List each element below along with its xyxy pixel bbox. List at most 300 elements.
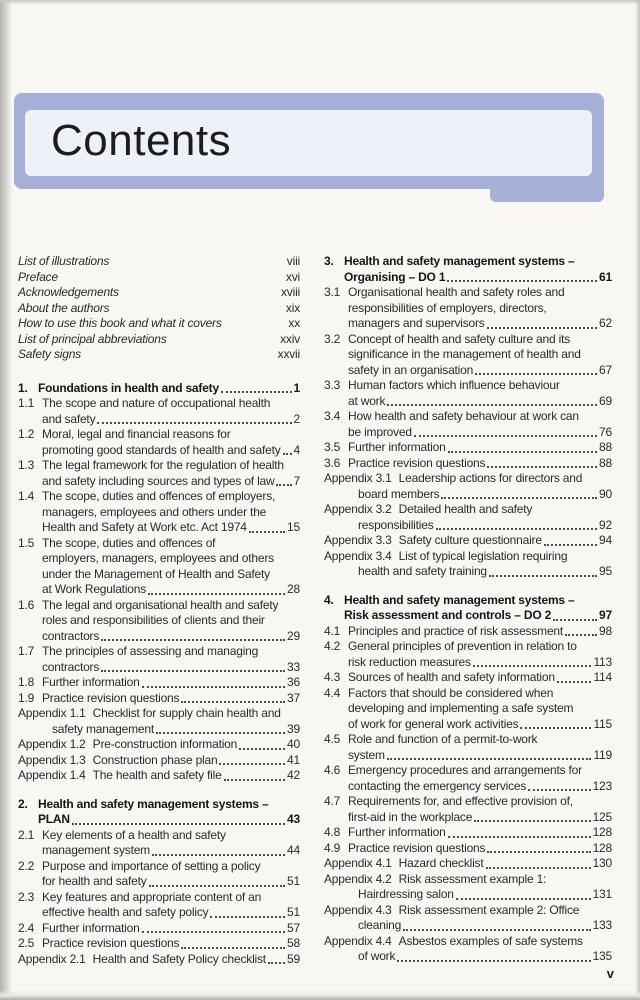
toc-entry: [324, 285, 612, 332]
toc-column-right: [324, 254, 612, 967]
dot-leader: [557, 681, 592, 683]
entry-line: The legal framework for the regulation of health: [42, 458, 284, 472]
entry-number: 4.1: [324, 623, 341, 638]
entry-line: The legal and organisational health and safety: [42, 597, 279, 612]
page-ref: 39: [287, 721, 300, 736]
toc-section: [324, 593, 612, 965]
dot-leader: [565, 634, 597, 636]
entry-body: [42, 936, 300, 952]
page-ref: 33: [287, 659, 300, 674]
appendix-label: Appendix 4.4: [324, 933, 392, 948]
page-ref: 36: [287, 675, 300, 689]
page-ref: 1: [293, 380, 300, 395]
page-ref: 69: [599, 393, 612, 408]
entry-line: significance in the management of health and: [348, 347, 581, 361]
entry-number: 4.9: [324, 840, 341, 855]
appendix-label: Appendix 3.4: [324, 548, 392, 563]
entry-number: 1.4: [18, 489, 35, 503]
entry-line: Key features and appropriate content of an: [42, 889, 262, 904]
entry-line: Human factors which influence behaviour: [348, 378, 560, 392]
section-title-text: Risk assessment and controls – DO 2: [344, 608, 552, 622]
dot-leader: [448, 836, 591, 838]
entry-text: Practice revision questions: [42, 936, 180, 950]
section-number: 3.: [324, 254, 334, 268]
page-ref: 94: [599, 533, 612, 547]
entry-body: [42, 859, 300, 890]
entry-lastline: [42, 675, 300, 691]
page-ref: 51: [287, 905, 300, 919]
appendix-line: [324, 872, 612, 888]
entry-text: management system: [42, 843, 150, 857]
toc-entry: [324, 686, 612, 733]
dot-leader: [239, 748, 285, 750]
page-ref: 44: [287, 843, 300, 857]
section-title-text: Organising – DO 1: [344, 269, 446, 284]
front-matter-item: [18, 332, 300, 348]
appendix-text: Health and Safety Policy checklist: [92, 951, 266, 966]
entry-lastline: [42, 412, 300, 428]
page-ref: 51: [287, 874, 300, 888]
section-title-text: Foundations in health and safety: [38, 380, 219, 395]
entry-text: and safety: [42, 411, 96, 426]
entry-body: [42, 691, 300, 707]
appendix-lastline: [324, 887, 612, 903]
dot-leader: [474, 820, 590, 822]
section-number: 1.: [18, 380, 28, 395]
entry-body: [42, 489, 300, 536]
appendix-text: List of typical legislation requiring: [398, 548, 568, 563]
entry-lastline: [348, 316, 612, 332]
front-matter-item: [18, 316, 300, 332]
front-matter-item: [18, 301, 300, 317]
entry-text: Principles and practice of risk assessment: [348, 623, 564, 638]
entry-text: Further information: [42, 675, 140, 689]
page-ref: 130: [592, 856, 612, 870]
section-heading-body: [38, 381, 300, 397]
dot-leader: [397, 960, 590, 962]
entry-body: [348, 794, 612, 825]
dot-leader: [489, 575, 597, 577]
page-ref: 76: [599, 424, 612, 439]
page-ref: 7: [293, 473, 300, 488]
toc-section: [18, 381, 300, 784]
page-ref: 128: [592, 840, 612, 855]
entry-text: Practice revision questions: [348, 455, 486, 470]
entry-lastline: [42, 443, 300, 459]
entry-lastline: [42, 843, 300, 859]
scan-edge-bottom: [0, 990, 640, 1000]
entry-line: How health and safety behaviour at work can: [348, 409, 579, 423]
appendix-text: Safety culture questionnaire: [398, 533, 542, 547]
dot-leader: [487, 466, 597, 468]
appendix-text: The health and safety file: [92, 768, 222, 782]
page-ref: 58: [287, 936, 300, 950]
toc-section: [324, 254, 612, 580]
toc-entry: [18, 859, 300, 890]
section-title-lastline: [38, 381, 300, 397]
entry-text: for health and safety: [42, 874, 147, 888]
appendix-text: Detailed health and safety: [398, 502, 533, 516]
entry-number: 1.6: [18, 597, 35, 612]
entry-line: developing and implementing a safe system: [348, 701, 574, 715]
page-ref: 114: [593, 670, 612, 684]
entry-lastline: [348, 363, 612, 379]
toc-entry: [324, 794, 612, 825]
entry-lastline: [42, 905, 300, 921]
entry-number: 1.2: [18, 427, 35, 441]
entry-text: Practice revision questions: [348, 840, 486, 855]
dot-leader: [268, 962, 285, 964]
page-ref: 88: [599, 455, 612, 470]
entry-line: Concept of health and safety culture and its: [348, 331, 571, 346]
entry-text: at Work Regulations: [42, 582, 147, 596]
appendix-label: Appendix 4.2: [324, 871, 392, 886]
entry-line: under the Management of Health and Safety: [42, 566, 270, 581]
appendix-lastline: [18, 722, 300, 738]
dot-leader: [441, 497, 597, 499]
entry-text: safety in an organisation: [348, 362, 474, 377]
dot-leader: [283, 453, 292, 455]
toc-appendix-entry: [324, 471, 612, 502]
appendix-lastline: [18, 768, 300, 784]
front-matter-label: About the authors: [18, 300, 110, 315]
dot-leader: [387, 758, 592, 760]
page-ref: 2: [293, 411, 300, 426]
page-ref: 42: [287, 768, 300, 782]
toc-entry: [18, 458, 300, 489]
page-ref: 61: [599, 269, 612, 284]
entry-text: be improved: [348, 424, 412, 439]
entry-lastline: [42, 660, 300, 676]
toc-appendix-entry: [18, 952, 300, 968]
section-title-lastline: [344, 270, 612, 286]
entry-number: 3.4: [324, 409, 341, 423]
entry-lastline: [42, 520, 300, 536]
toc-entry: [18, 828, 300, 859]
dot-leader: [101, 670, 285, 672]
toc-entry: [324, 732, 612, 763]
section-heading: [324, 593, 612, 624]
front-matter-item: [18, 254, 300, 270]
appendix-text: Asbestos examples of safe systems: [398, 933, 583, 948]
toc-entry: [18, 598, 300, 645]
entry-body: [348, 378, 612, 409]
section-heading-body: [344, 593, 612, 624]
entry-number: 3.3: [324, 378, 341, 392]
toc-entry: [18, 644, 300, 675]
dot-leader: [276, 484, 291, 486]
entry-number: 1.1: [18, 396, 35, 410]
entry-text: at work: [348, 393, 386, 408]
page-ref: xviii: [281, 285, 300, 299]
entry-line: The scope, duties and offences of employers,: [42, 489, 276, 503]
toc-entry: [324, 639, 612, 670]
page-ref: 41: [287, 752, 300, 767]
entry-line: employers, managers, employees and others: [42, 551, 274, 565]
appendix-line: [324, 934, 612, 950]
toc-appendix-entry: [324, 903, 612, 934]
entry-text: managers and supervisors: [348, 316, 485, 330]
page-ref: 125: [592, 809, 612, 824]
page-ref: 135: [592, 949, 612, 963]
page-ref: 90: [599, 486, 612, 501]
entry-text: risk reduction measures: [348, 654, 471, 669]
entry-line: Emergency procedures and arrangements for: [348, 763, 582, 777]
appendix-label: Appendix 3.2: [324, 502, 392, 516]
appendix-lastline: [324, 856, 612, 872]
dot-leader: [149, 885, 286, 887]
section-title-line: Health and safety management systems –: [344, 254, 575, 268]
page-ref: 28: [287, 582, 300, 596]
dot-leader: [544, 544, 597, 546]
section-title-lastline: [344, 608, 612, 624]
appendix-text: Leadership actions for directors and: [398, 471, 583, 485]
entry-text: contractors: [42, 659, 100, 674]
entry-line: The scope, duties and offences of: [42, 535, 216, 550]
page-ref: viii: [286, 254, 300, 268]
toc-entry: [18, 489, 300, 536]
entry-lastline: [348, 670, 612, 686]
appendix-line: [324, 471, 612, 487]
entry-lastline: [42, 921, 300, 937]
toc-entry: [18, 921, 300, 937]
appendix-lastline: [324, 533, 612, 549]
entry-body: [42, 458, 300, 489]
toc-entry: [18, 675, 300, 691]
page-ref: 119: [593, 747, 612, 762]
dot-leader: [487, 851, 590, 853]
appendix-lastline: [324, 487, 612, 503]
dot-leader: [101, 639, 285, 641]
page-ref: 92: [599, 517, 612, 532]
appendix-text: Risk assessment example 2: Office: [398, 902, 580, 917]
toc-appendix-entry: [324, 934, 612, 965]
dot-leader: [403, 929, 590, 931]
entry-line: roles and responsibilities of clients and their: [42, 613, 265, 627]
entry-line: Role and function of a permit-to-work: [348, 732, 538, 746]
appendix-lastline: [324, 518, 612, 534]
entry-body: [348, 639, 612, 670]
entry-lastline: [348, 717, 612, 733]
page-ref: 62: [599, 316, 612, 330]
toc-entry: [324, 378, 612, 409]
toc-entry: [324, 624, 612, 640]
front-matter-item: [18, 285, 300, 301]
entry-line: The scope and nature of occupational health: [42, 396, 271, 410]
appendix-label: Appendix 3.1: [324, 471, 392, 485]
appendix-lastline: [324, 949, 612, 965]
page-ref: 57: [287, 920, 300, 935]
entry-lastline: [348, 624, 612, 640]
dot-leader: [72, 823, 285, 825]
page-ref: 59: [287, 951, 300, 966]
dot-leader: [414, 435, 597, 437]
header-band-step: [490, 189, 604, 202]
toc-entry: [324, 409, 612, 440]
entry-number: 2.2: [18, 858, 35, 873]
entry-line: Factors that should be considered when: [348, 685, 554, 700]
entry-lastline: [348, 841, 612, 857]
entry-number: 1.7: [18, 644, 35, 658]
entry-text: Health and Safety at Work etc. Act 1974: [42, 520, 247, 534]
entry-number: 4.2: [324, 639, 341, 653]
appendix-text: board members: [358, 486, 440, 501]
appendix-label: Appendix 1.1: [18, 706, 86, 720]
entry-body: [42, 921, 300, 937]
toc-entry: [324, 841, 612, 857]
entry-body: [42, 598, 300, 645]
entry-number: 2.5: [18, 936, 35, 950]
appendix-label: Appendix 4.3: [324, 902, 392, 917]
contents-header-band: [14, 93, 604, 189]
toc-appendix-entry: [324, 856, 612, 872]
appendix-label: Appendix 4.1: [324, 856, 392, 870]
entry-body: [348, 440, 612, 456]
section-heading: [18, 797, 300, 828]
page-ref: 133: [592, 918, 612, 932]
entry-line: General principles of prevention in relation to: [348, 639, 577, 653]
appendix-lastline: [324, 564, 612, 580]
entry-number: 4.3: [324, 670, 341, 684]
front-matter-label: Preface: [18, 269, 58, 284]
appendix-text: Risk assessment example 1:: [398, 871, 547, 886]
toc-entry: [18, 691, 300, 707]
page-title: Contents: [51, 116, 232, 165]
entry-lastline: [42, 629, 300, 645]
page-number: v: [606, 966, 614, 981]
dot-leader: [181, 701, 285, 703]
page-ref: 123: [592, 778, 612, 793]
page-ref: 95: [599, 564, 612, 578]
entry-number: 1.5: [18, 535, 35, 550]
dot-leader: [456, 898, 591, 900]
page-ref: 37: [287, 690, 300, 705]
section-title-line: Health and safety management systems –: [38, 796, 269, 811]
entry-lastline: [348, 825, 612, 841]
page-ref: 43: [287, 812, 300, 826]
entry-text: Sources of health and safety information: [348, 670, 555, 684]
page-ref: xix: [285, 300, 300, 315]
entry-body: [42, 536, 300, 598]
dot-leader: [528, 789, 590, 791]
entry-lastline: [348, 456, 612, 472]
appendix-text: Hairdressing salon: [358, 887, 454, 901]
appendix-line: [324, 502, 612, 518]
front-matter-item: [18, 347, 300, 363]
entry-body: [42, 644, 300, 675]
toc-entry: [324, 763, 612, 794]
dot-leader: [387, 404, 597, 406]
entry-line: Organisational health and safety roles and: [348, 285, 565, 299]
toc-entry: [324, 440, 612, 456]
entry-lastline: [42, 691, 300, 707]
entry-body: [42, 828, 300, 859]
appendix-lastline: [18, 753, 300, 769]
dot-leader: [486, 867, 591, 869]
page-ref: 4: [293, 442, 300, 457]
appendix-text: health and safety training: [358, 564, 487, 578]
section-heading: [324, 254, 612, 285]
entry-number: 2.3: [18, 889, 35, 904]
entry-text: contacting the emergency services: [348, 778, 527, 793]
contents-title-panel: [25, 110, 592, 176]
section-heading-body: [344, 254, 612, 285]
entry-lastline: [348, 655, 612, 671]
front-matter-label: List of principal abbreviations: [18, 331, 167, 346]
page-ref: 88: [599, 440, 612, 454]
toc-column-left: [18, 254, 300, 967]
page-ref: 29: [287, 628, 300, 643]
appendix-label: Appendix 1.4: [18, 768, 86, 782]
appendix-lastline: [18, 952, 300, 968]
toc-appendix-entry: [324, 549, 612, 580]
entry-body: [348, 763, 612, 794]
entry-body: [348, 670, 612, 686]
entry-number: 1.8: [18, 675, 35, 689]
dot-leader: [553, 619, 597, 621]
section-heading-body: [38, 797, 300, 828]
entry-lastline: [348, 748, 612, 764]
section-title-lastline: [38, 812, 300, 828]
entry-text: contractors: [42, 628, 100, 643]
entry-line: The principles of assessing and managing: [42, 644, 259, 658]
front-matter-label: Safety signs: [18, 347, 81, 361]
page-ref: xxvii: [277, 347, 300, 361]
entry-line: managers, employees and others under the: [42, 504, 267, 519]
toc-appendix-entry: [18, 753, 300, 769]
front-matter-label: How to use this book and what it covers: [18, 316, 222, 330]
appendix-label: Appendix 3.3: [324, 533, 392, 547]
appendix-label: Appendix 2.1: [18, 951, 86, 966]
entry-body: [42, 396, 300, 427]
entry-number: 4.8: [324, 825, 341, 839]
entry-text: Practice revision questions: [42, 690, 180, 705]
entry-line: Moral, legal and financial reasons for: [42, 427, 231, 441]
toc-appendix-entry: [324, 533, 612, 549]
appendix-text: of work: [358, 949, 396, 963]
toc-section: [18, 797, 300, 968]
page-ref: xx: [288, 316, 300, 330]
dot-leader: [520, 727, 591, 729]
dot-leader: [447, 280, 597, 282]
entry-body: [42, 427, 300, 458]
entry-lastline: [42, 936, 300, 952]
entry-text: first-aid in the workplace: [348, 809, 473, 824]
entry-lastline: [348, 810, 612, 826]
entry-line: Requirements for, and effective provision of,: [348, 794, 573, 808]
dot-leader: [448, 451, 597, 453]
entry-body: [348, 732, 612, 763]
entry-text: Further information: [42, 920, 140, 935]
page-ref: 15: [287, 520, 300, 534]
entry-number: 4.4: [324, 685, 341, 700]
appendix-text: Hazard checklist: [398, 856, 484, 870]
appendix-label: Appendix 1.2: [18, 737, 86, 751]
entry-text: and safety including sources and types of law: [42, 473, 275, 488]
entry-text: promoting good standards of health and safety: [42, 442, 281, 457]
page-ref: 97: [599, 608, 612, 622]
toc-entry: [324, 332, 612, 379]
toc-entry: [18, 936, 300, 952]
appendix-text: responsibilities: [358, 517, 434, 532]
page-ref: 131: [592, 887, 612, 901]
appendix-text: Construction phase plan: [92, 752, 218, 767]
entry-lastline: [348, 394, 612, 410]
toc-appendix-entry: [18, 737, 300, 753]
toc-appendix-entry: [324, 502, 612, 533]
page-ref: xvi: [285, 269, 300, 284]
entry-lastline: [42, 874, 300, 890]
